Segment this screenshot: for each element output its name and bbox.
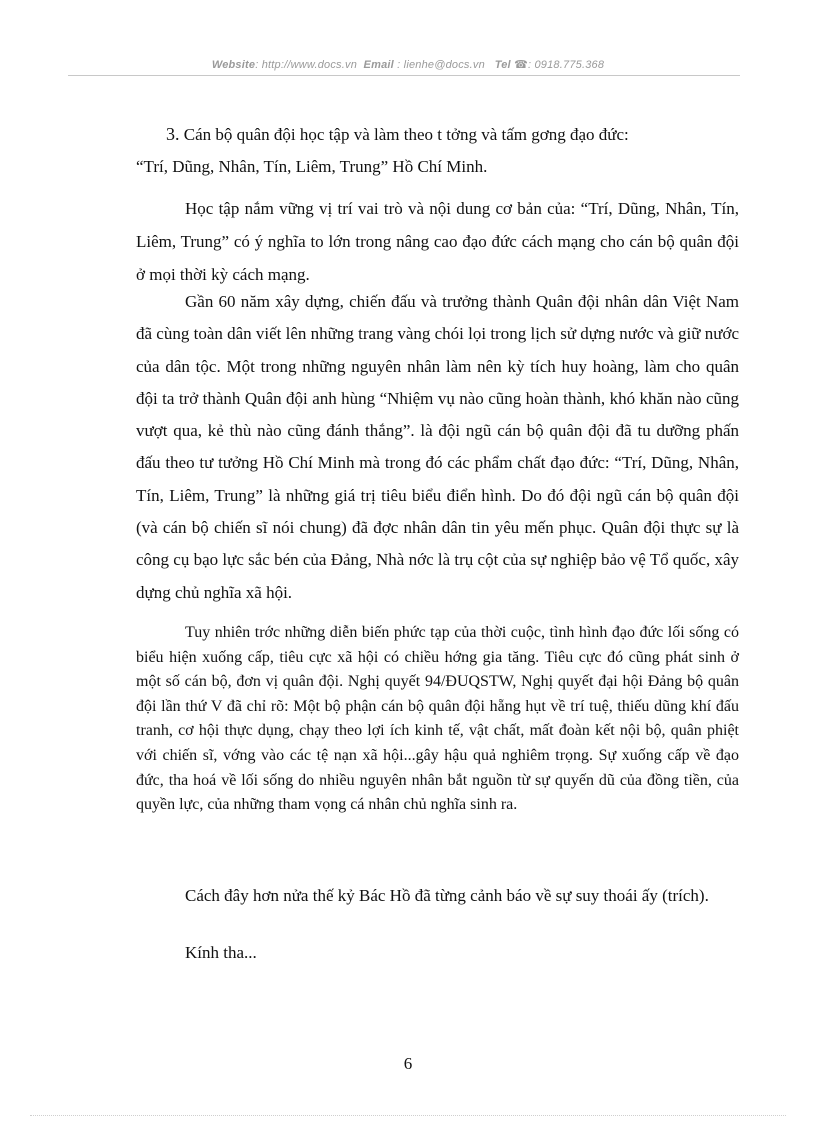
page-header bbox=[0, 58, 816, 71]
paragraph-2: Gần 60 năm xây dựng, chiến đấu và trưởng thành Quân đội nhân dân Việt Nam đã cùng toàn dân viết lên những trang vàng chói lọi trong lịch sử dựng nước và giữ nước của dân tộc. Một trong những nguyên nhân làm nên kỳ tích huy hoàng, làm cho quân đội ta trở thành Quân đội anh hùng “Nhiệm vụ nào cũng hoàn thành, khó khăn nào cũng vượt qua, kẻ thù nào cũng đánh thắng”. là đội ngũ cán bộ quân đội đã tu dưỡng phấn đấu theo tư tưởng Hồ Chí Minh mà trong đó các phẩm chất đạo đức: “Trí, Dũng, Nhân, Tín, Liêm, Trung” là những giá trị tiêu biểu điển hình. Do đó đội ngũ cán bộ quân đội (và cán bộ chiến sĩ nói chung) đã đợc nhân dân tin yêu mến phục. Quân đội thực sự là công cụ bạo lực sắc bén của Đảng, Nhà nớc là trụ cột của sự nghiệp bảo vệ Tổ quốc, xây dựng chủ nghĩa xã hội. bbox=[136, 292, 740, 602]
footer-divider bbox=[30, 1115, 786, 1116]
section-title-line1: Cán bộ quân đội học tập và làm theo t tởng và tấm gơng đạo đức: bbox=[183, 125, 629, 144]
section-title-line2: “Trí, Dũng, Nhân, Tín, Liêm, Trung” Hồ Chí Minh. bbox=[136, 157, 488, 176]
paragraph-4: Cách đây hơn nửa thế kỷ Bác Hồ đã từng cảnh báo về sự suy thoái ấy (trích). bbox=[185, 886, 709, 905]
website-label: Website bbox=[211, 59, 256, 71]
email-label: Email bbox=[363, 59, 394, 71]
section-number: 3. bbox=[166, 124, 180, 144]
paragraph-3: Tuy nhiên trớc những diễn biến phức tạp của thời cuộc, tình hình đạo đức lối sống có biểu hiện xuống cấp, tiêu cực xã hội có chiều hớng gia tăng. Tiêu cực đó cũng phát sinh ở một số cán bộ, đơn vị quân đội. Nghị quyết 94/ĐUQSTW, Nghị quyết đại hội Đảng bộ quân đội lần thứ V đã chỉ rõ: Một bộ phận cán bộ quân đội hẵng hụt về trí tuệ, thiếu dũng khí đấu tranh, cơ hội thực dụng, chạy theo lợi ích kinh tế, vật chất, mất đoàn kết nội bộ, quân phiệt với chiến sĩ, vớng vào các tệ nạn xã hội...gây hậu quả nghiêm trọng. Sự xuống cấp về đạo đức, tha hoá về lối sống do nhiều nguyên nhân bắt nguồn từ sự quyến dũ của đồng tiền, của quyền lực, của những tham vọng cá nhân chủ nghĩa sinh ra. bbox=[136, 624, 739, 814]
tel-label: Tel bbox=[494, 59, 511, 71]
website-value: : http://www.docs.vn bbox=[255, 59, 358, 71]
paragraph-1: Học tập nắm vững vị trí vai trò và nội dung cơ bản của: “Trí, Dũng, Nhân, Tín, Liêm, Trung” có ý nghĩa to lớn trong nâng cao đạo đức cách mạng cho cán bộ quân đội ở mọi thời kỳ cách mạng. bbox=[136, 199, 739, 284]
email-value: : lienhe@docs.vn bbox=[393, 59, 485, 71]
tel-value: : 0918.775.368 bbox=[527, 59, 605, 71]
header-divider bbox=[68, 75, 740, 76]
paragraph-5: Kính tha... bbox=[185, 943, 257, 962]
section-heading bbox=[136, 118, 746, 183]
phone-icon: ☎ bbox=[514, 59, 528, 71]
page-number: 6 bbox=[403, 1054, 413, 1073]
